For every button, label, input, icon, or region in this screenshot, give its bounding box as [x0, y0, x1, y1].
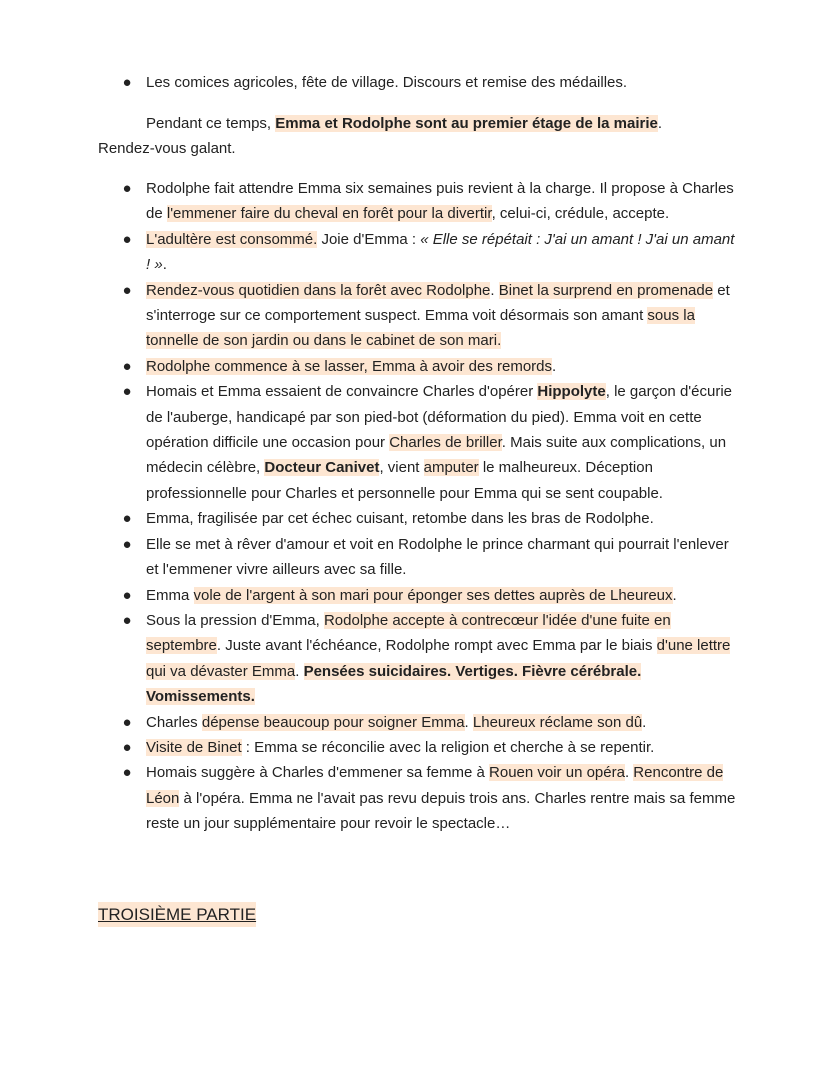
- quote-text: « Elle se répétait : J'ai un amant ! J'ai un amant ! »: [146, 230, 735, 274]
- highlighted-text: Hippolyte: [537, 383, 606, 401]
- highlighted-text: Docteur Canivet: [264, 459, 380, 477]
- list-item: ● L'adultère est consommé. Joie d'Emma : « Elle se répétait : J'ai un amant ! J'ai un amant ! ».: [98, 227, 738, 278]
- list-item: ● Sous la pression d'Emma, Rodolphe accepte à contrecœur l'idée d'une fuite en septembre. Juste avant l'échéance, Rodolphe rompt avec Emma par le biais d'une lettre qui va dévaster Emma. Pensées suicidaires. Vertiges. Fièvre cérébrale. Vomissements.: [98, 608, 738, 710]
- highlighted-text: Rodolphe commence à se lasser, Emma à avoir des remords: [146, 357, 553, 375]
- bullet-icon: ●: [122, 535, 132, 553]
- highlighted-text: l'emmener faire du cheval en forêt pour la divertir: [166, 205, 492, 223]
- bullet-icon: ●: [122, 738, 132, 756]
- list-item: ● Emma vole de l'argent à son mari pour éponger ses dettes auprès de Lheureux.: [98, 583, 738, 608]
- bullet-icon: ●: [122, 510, 132, 528]
- bullet-icon: ●: [122, 74, 132, 91]
- paragraph-rendez-vous: Pendant ce temps, Emma et Rodolphe sont au premier étage de la mairie. Rendez-vous galant.: [98, 115, 663, 158]
- highlighted-text: Rendez-vous quotidien dans la forêt avec Rodolphe: [146, 281, 491, 299]
- list-item: ● Visite de Binet : Emma se réconcilie avec la religion et cherche à se repentir.: [98, 735, 738, 760]
- bullet-icon: ●: [122, 281, 132, 299]
- highlighted-text: Binet la surprend en promenade: [498, 281, 714, 299]
- highlighted-text: Rodolphe accepte à contrecœur l'idée d'une fuite en septembre: [146, 611, 671, 655]
- highlighted-text: sous la tonnelle de son jardin ou dans le cabinet de son mari.: [146, 307, 695, 350]
- list-item: ● Emma, fragilisée par cet échec cuisant, retombe dans les bras de Rodolphe.: [98, 506, 738, 531]
- bullet-icon: ●: [122, 764, 132, 782]
- highlighted-text: Rencontre de Léon: [146, 764, 724, 807]
- highlighted-text: vole de l'argent à son mari pour éponger ses dettes auprès de Lheureux: [193, 586, 673, 604]
- bullet-icon: ●: [122, 357, 132, 375]
- bullet-icon: ●: [122, 230, 132, 248]
- list-item: ● Les comices agricoles, fête de village. Discours et remise des médailles.: [98, 70, 738, 95]
- bullet-list-main: [98, 176, 738, 837]
- list-item: ● Elle se met à rêver d'amour et voit en Rodolphe le prince charmant qui pourrait l'enlever et l'emmener vivre ailleurs avec sa fille.: [98, 532, 738, 583]
- bullet-icon: ●: [122, 611, 132, 629]
- highlighted-text: Rouen voir un opéra: [489, 764, 625, 782]
- highlighted-text: amputer: [423, 459, 479, 477]
- section-heading: TROISIÈME PARTIE: [98, 902, 256, 927]
- highlighted-text: d'une lettre qui va dévaster Emma: [146, 637, 731, 680]
- highlighted-text: Visite de Binet: [146, 738, 242, 756]
- list-item: ● Rodolphe commence à se lasser, Emma à avoir des remords.: [98, 354, 738, 379]
- bullet-icon: ●: [122, 180, 132, 197]
- list-item: ● Homais et Emma essaient de convaincre Charles d'opérer Hippolyte, le garçon d'écurie de l'auberge, handicapé par son pied-bot (déformation du pied). Emma voit en cette opération difficile une occasion pour Charles de briller. Mais suite aux complications, un médecin célèbre, Docteur Canivet, vient amputer le malheureux. Déception professionnelle pour Charles et personnelle pour Emma qui se sent coupable.: [98, 379, 738, 506]
- bullet-list-top: [98, 70, 738, 95]
- list-item: ● Rendez-vous quotidien dans la forêt avec Rodolphe. Binet la surprend en promenade et s'interroge sur ce comportement suspect. Emma voit désormais son amant sous la tonnelle de son jardin ou dans le cabinet de son mari.: [98, 278, 738, 354]
- bullet-icon: ●: [122, 586, 132, 604]
- highlighted-text: Emma et Rodolphe sont au premier étage de la mairie: [275, 115, 658, 132]
- highlighted-text: Pensées suicidaires. Vertiges. Fièvre cérébrale. Vomissements.: [146, 662, 642, 706]
- list-item: ● Charles dépense beaucoup pour soigner Emma. Lheureux réclame son dû.: [98, 710, 738, 735]
- bullet-icon: ●: [122, 713, 132, 731]
- list-item: ● Homais suggère à Charles d'emmener sa femme à Rouen voir un opéra. Rencontre de Léon à l'opéra. Emma ne l'avait pas revu depuis trois ans. Charles rentre mais sa femme reste un jour supplémentaire pour revoir le spectacle…: [98, 760, 738, 836]
- list-item: ● Rodolphe fait attendre Emma six semaines puis revient à la charge. Il propose à Charles de l'emmener faire du cheval en forêt pour la divertir, celui-ci, crédule, accepte.: [98, 176, 738, 227]
- highlighted-text: L'adultère est consommé.: [146, 230, 318, 248]
- bullet-icon: ●: [122, 383, 132, 401]
- highlighted-text: Lheureux réclame son dû: [472, 713, 643, 731]
- highlighted-text: Charles de briller: [389, 434, 502, 452]
- highlighted-text: dépense beaucoup pour soigner Emma: [201, 713, 465, 731]
